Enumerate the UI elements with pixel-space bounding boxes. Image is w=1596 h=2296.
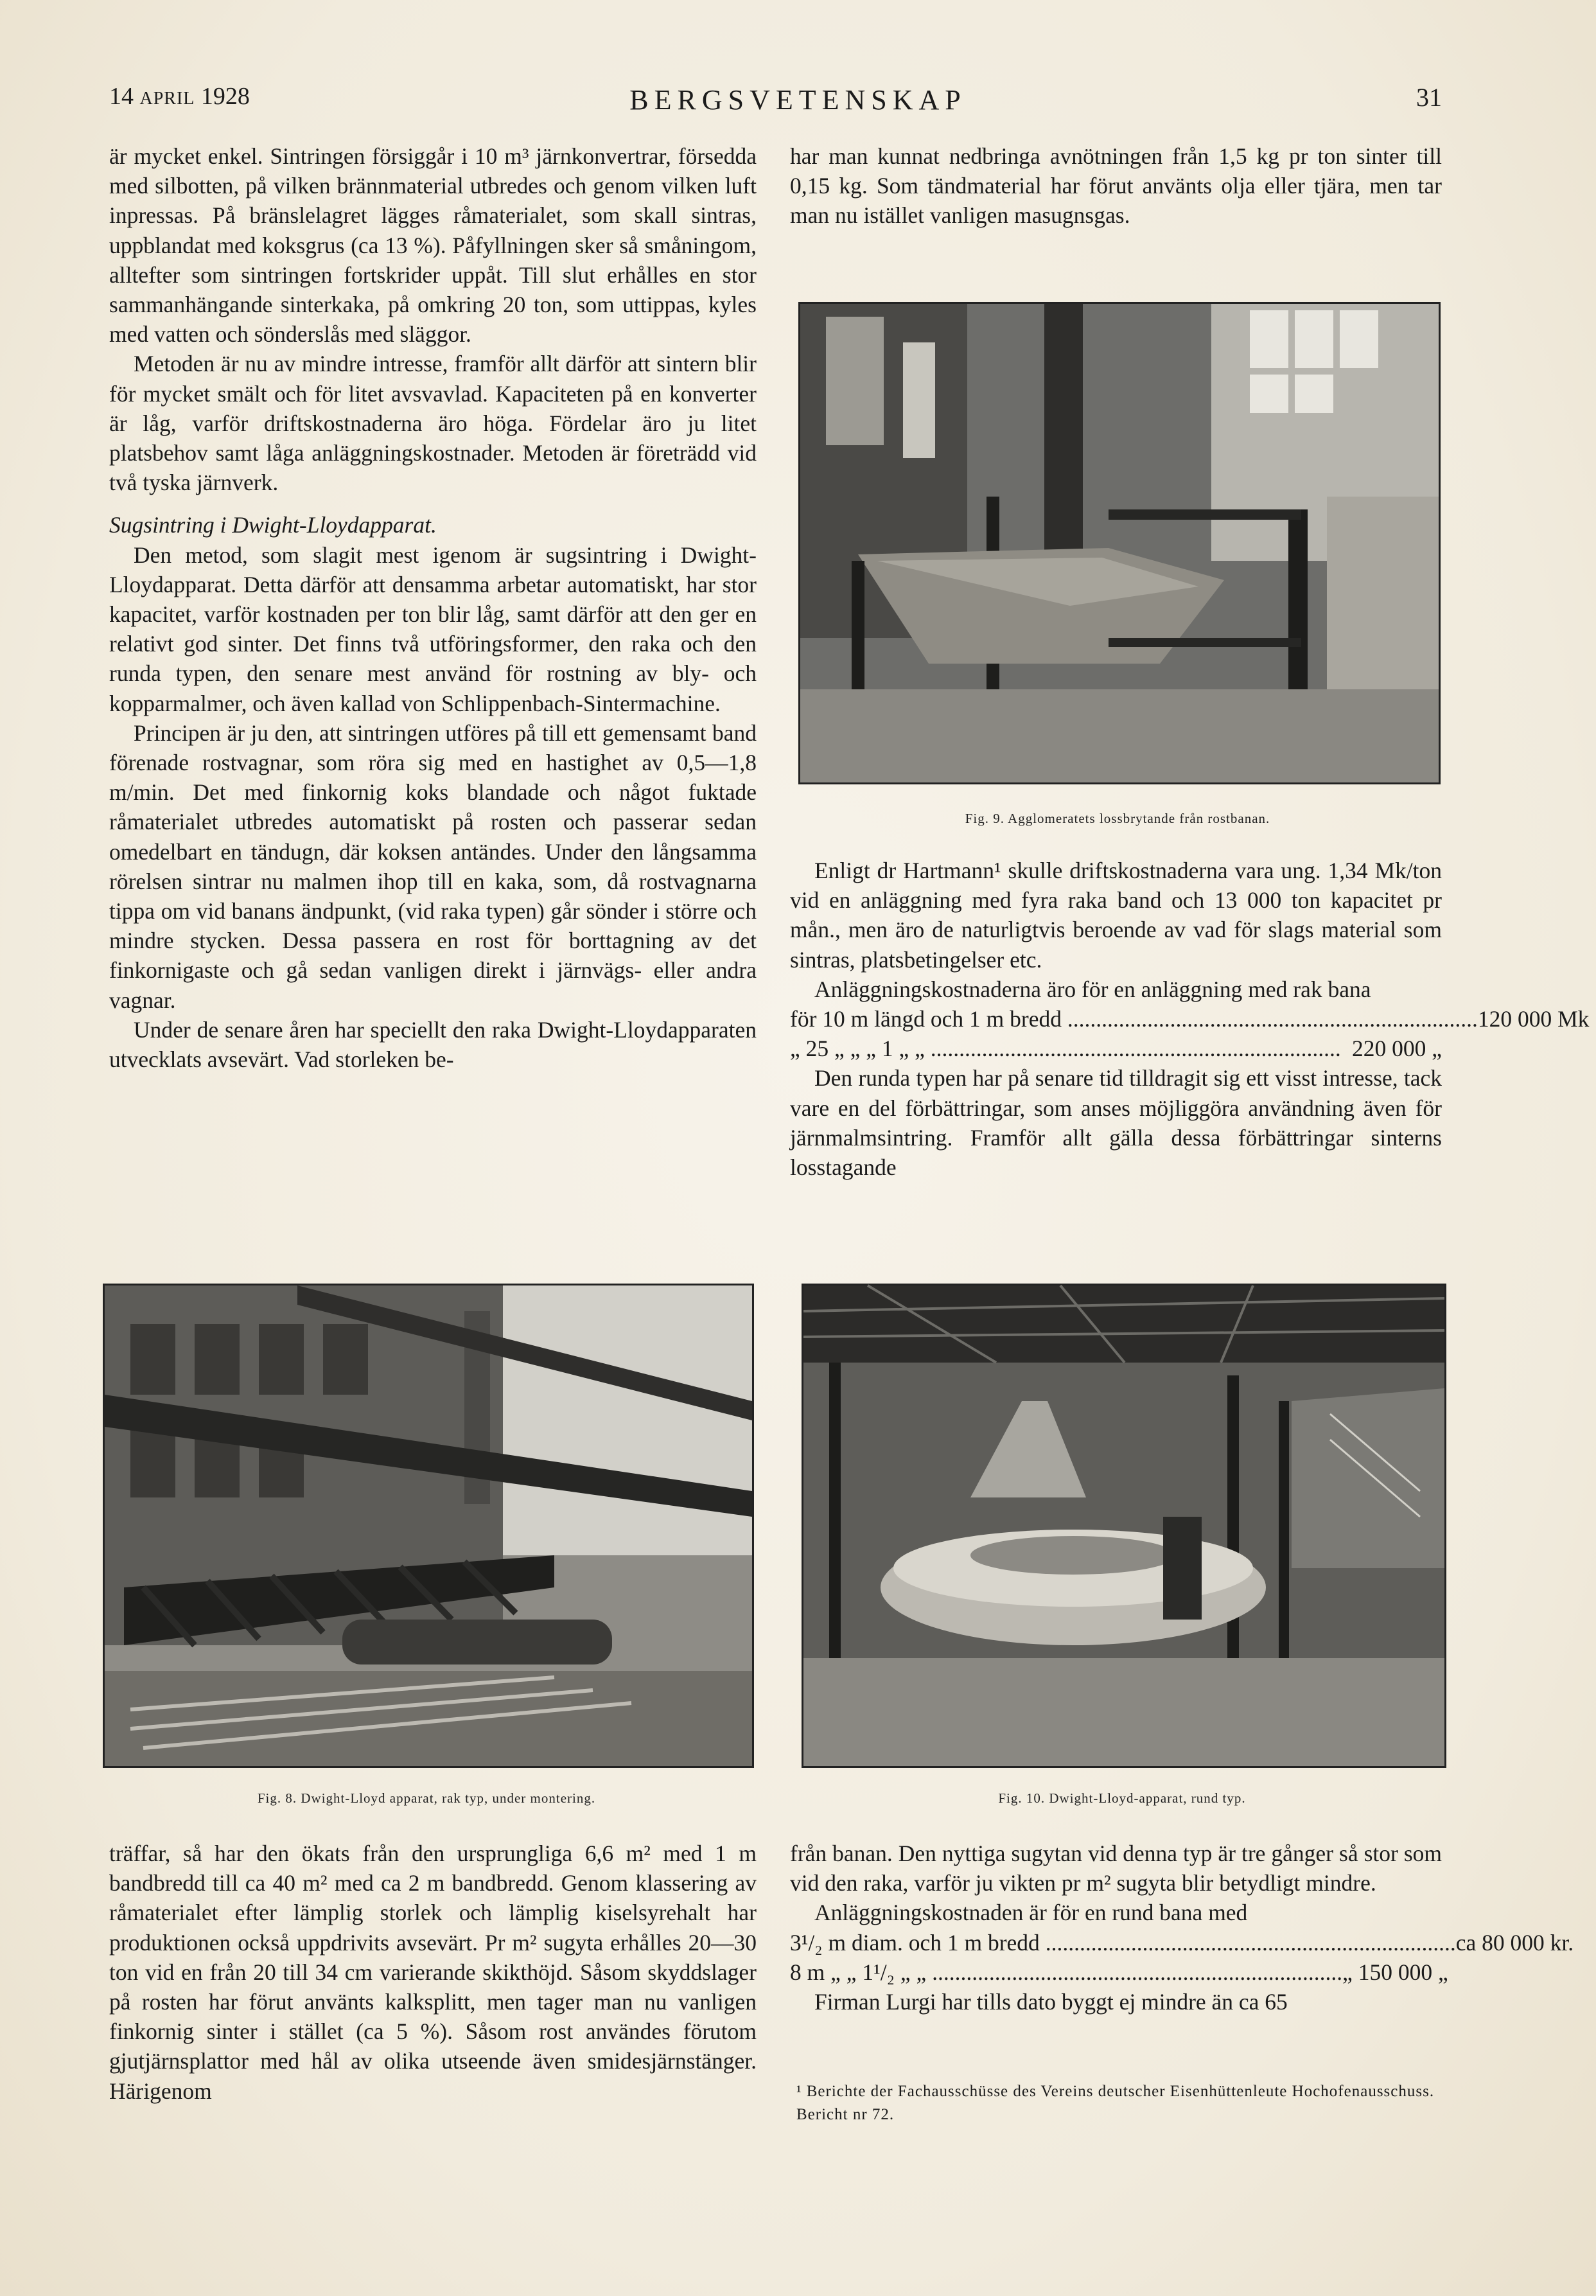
cost-row-label: „ 25 „ „ „ 1 „ „ — [790, 1036, 925, 1062]
figure-9-caption: Fig. 9. Agglomeratets lossbrytande från rostbanan. — [965, 811, 1270, 826]
date-day: 14 — [109, 83, 134, 110]
paragraph: Enligt dr Hartmann¹ skulle driftskostnaderna vara ung. 1,34 Mk/ton vid en anläggning med fyra raka band och 13 000 ton kapacitet pr mån., men äro de naturligtvis beroende av vad för slags material som sintras, platsbetingelser etc. — [790, 858, 1442, 973]
paragraph: Under de senare åren har speciellt den raka Dwight-Lloydapparaten utvecklats avsevärt. Vad storleken be- — [109, 1016, 757, 1073]
right-column-top-a — [790, 141, 1442, 231]
figure-10-caption: Fig. 10. Dwight-Lloyd-apparat, rund typ. — [998, 1790, 1246, 1806]
right-column-bottom — [790, 1839, 1574, 2017]
paragraph: Metoden är nu av mindre intresse, framför allt därför att sintern blir för mycket smält och för litet avsvavlad. Kapaciteten på en konverter är låg, varför driftskostnaderna äro höga. Fördelar äro ju litet platsbehov samt låga anläggningskostnader. Metoden är företrädd vid två tyska järnverk. — [109, 351, 757, 496]
paragraph: Den runda typen har på senare tid tilldragit sig ett visst intresse, tack vare en del förbättringar, som anses möjliggöra användning även för järnmalmsintring. Framför allt gälla dessa förbättringar sinterns losstagande — [790, 1065, 1442, 1181]
date-month: APRIL — [139, 89, 195, 109]
cost-row-label: 3¹/₂ m diam. och 1 m bredd — [790, 1929, 1040, 1956]
figure-8-photo — [103, 1284, 754, 1768]
figure-8-caption: Fig. 8. Dwight-Lloyd apparat, rak typ, under montering. — [257, 1790, 596, 1806]
footnote: ¹ Berichte der Fachausschüsse des Vereins deutscher Eisenhüttenleute Hochofenausschuss. Bericht nr 72. — [796, 2083, 1435, 2123]
left-column-top — [109, 141, 757, 1074]
cost-row-label: för 10 m längd och 1 m bredd — [790, 1006, 1062, 1032]
paragraph: är mycket enkel. Sintringen försiggår i 10 m³ järnkonvertrar, försedda med silbotten, på vilken brännmaterial utbredes och genom vilken luft inpressas. På bränslelagret lägges råmaterialet, som skall sintras, uppblandat med koksgrus (ca 13 %). Påfyllningen sker så småningom, alltefter som sintringen fortskrider uppåt. Till slut erhålles en stor sammanhängande sinterkaka, på omkring 20 ton, som uttippas, kyles med vatten och sönderslås med släggor. — [109, 143, 757, 348]
dot-leader: ........................................................................ — [1061, 1006, 1478, 1032]
section-heading: Sugsintring i Dwight-Lloydapparat. — [109, 512, 437, 538]
cost-row-value: 120 000 Mk — [1477, 1006, 1590, 1032]
paragraph: träffar, så har den ökats från den ursprungliga 6,6 m² med 1 m bandbredd till ca 40 m² med ca 2 m bandbredd. Genom klassering av råmaterialet efter lämplig storlek och lämplig kiselsyrehalt har produktionen också uppdrivits avsevärt. Pr m² sugyta erhålles 20—30 ton vid en från 20 till 34 cm varierande skikthöjd. Såsom skyddslager på rosten har förut använts kalksplitt, men tager man nu vanligen finkornig sinter i stället (ca 5 %). Såsom rost användes förutom gjutjärnsplattor med hål av olika utseende även smidesjärnstänger. Härigenom — [109, 1841, 757, 2104]
paragraph: Anläggningskostnaderna äro för en anläggning med rak bana — [814, 976, 1371, 1002]
cost-row — [790, 1004, 1590, 1034]
cost-row — [790, 1034, 1442, 1063]
left-column-bottom — [109, 1839, 757, 2106]
figure-10-photo — [802, 1284, 1446, 1768]
date-year: 1928 — [200, 83, 250, 110]
dot-leader: ........................................................................ — [926, 1959, 1343, 1985]
paragraph: Principen är ju den, att sintringen utföres på till ett gemensamt band förenade rostvagnar, som röra sig med en hastighet av 0,5—1,8 m/min. Det med finkornig koks blandade och något fuktade råmaterialet utbredes automatiskt på rosten och passerar sedan omedelbart en tändugn, där koksen antändes. Under den långsamma rörelsen sintrar nu malmen ihop till en kaka, som, då rostvagnarna tippa om vid banans ändpunkt, (vid raka typen) går sönder i större och mindre stycken. Dessa passera en rost för borttagning av det finkornigaste och gå sedan vanligen direkt i järnvägs- eller andra vagnar. — [109, 720, 757, 1013]
page-number: 31 — [1416, 83, 1442, 112]
cost-row — [790, 1928, 1574, 1957]
cost-row-label: 8 m „ „ 1¹/₂ „ „ — [790, 1959, 927, 1985]
cost-row-value: 220 000 „ — [1351, 1036, 1442, 1062]
figure-9-photo — [798, 302, 1441, 784]
cost-row — [790, 1957, 1448, 1987]
paragraph: Anläggningskostnaden är för en rund bana med — [814, 1900, 1248, 1926]
paragraph: Firman Lurgi har tills dato byggt ej mindre än ca 65 — [814, 1989, 1288, 2015]
journal-title: BERGSVETENSKAP — [629, 84, 967, 116]
paragraph: Den metod, som slagit mest igenom är sugsintring i Dwight-Lloydapparat. Detta därför att densamma arbetar automatiskt, har stor kapacitet, varför kostnaden per ton blir låg, samt därför att den ger en relativt god sinter. Det finns två utföringsformer, den raka och den runda typen, den senare mest använd för rostning av bly- och kopparmalmer, och även kallad von Schlippenbach-Sintermachine. — [109, 542, 757, 716]
paragraph: från banan. Den nyttiga sugytan vid denna typ är tre gånger så stor som vid den raka, varför ju vikten pr m² sugyta blir betydligt mindre. — [790, 1841, 1442, 1896]
right-column-top-b — [790, 856, 1590, 1182]
cost-row-value: ca 80 000 kr. — [1455, 1929, 1574, 1956]
paragraph: har man kunnat nedbringa avnötningen från 1,5 kg pr ton sinter till 0,15 kg. Som tändmaterial har förut använts olja eller tjära, men tar man nu istället vanligen masugnsgas. — [790, 143, 1442, 229]
dot-leader: ........................................................................ — [1039, 1929, 1456, 1956]
cost-row-value: „ 150 000 „ — [1342, 1959, 1448, 1985]
dot-leader: ........................................................................ — [924, 1036, 1341, 1062]
